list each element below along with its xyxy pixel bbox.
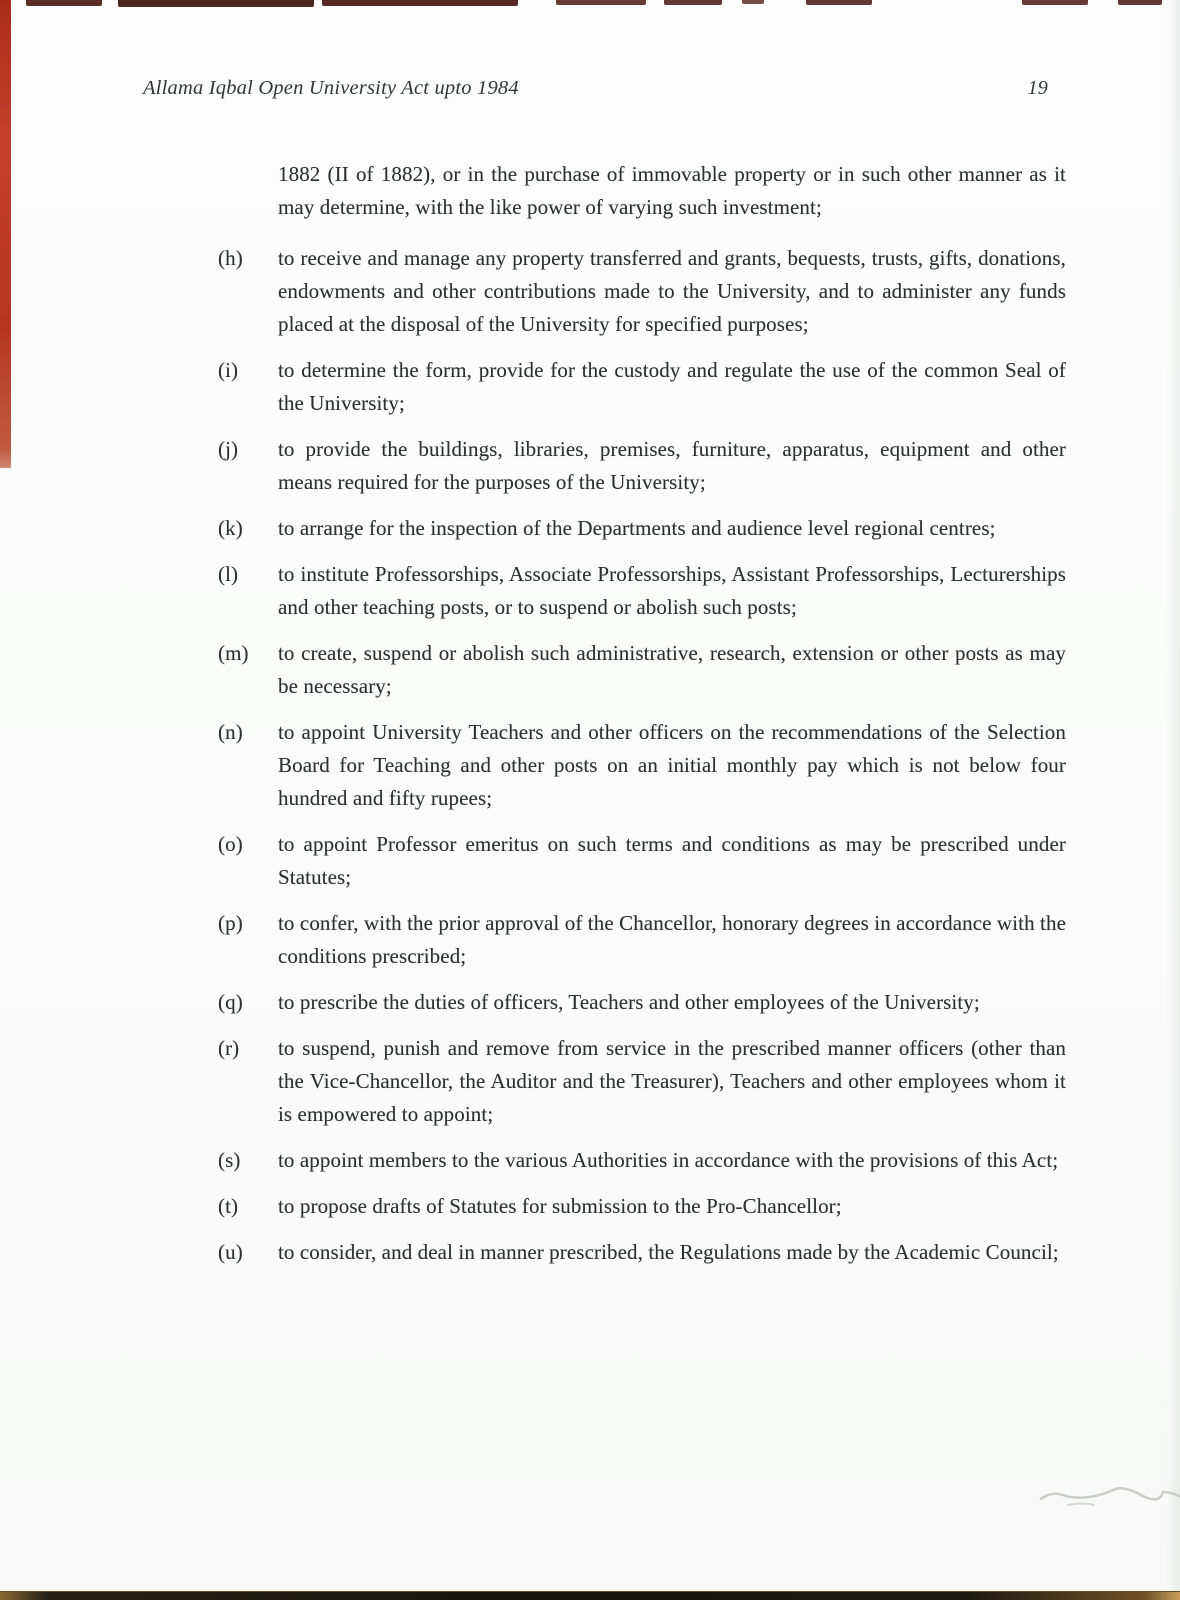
clause-text: to suspend, punish and remove from service in the prescribed manner officers (other than the Vice-Chancellor, the Auditor and the Treasurer), Teachers and other employees whom it is empowered to appoint; [278,1036,1066,1126]
clause-text: to consider, and deal in manner prescribed, the Regulations made by the Academic Council; [278,1240,1059,1264]
list-item [218,907,1066,973]
clause-text: to confer, with the prior approval of the Chancellor, honorary degrees in accordance with the conditions prescribed; [278,911,1066,968]
list-item [218,1144,1066,1177]
clause-label: (s) [218,1148,241,1172]
page-number: 19 [1027,77,1048,99]
document-title: Allama Iqbal Open University Act upto 1984 [143,77,519,99]
clause-label: (t) [218,1194,239,1218]
clause-text: to appoint Professor emeritus on such terms and conditions as may be prescribed under Statutes; [278,832,1066,889]
clause-label: (p) [218,911,243,935]
list-item [218,986,1066,1019]
scan-artifact-top-edge [0,0,1180,8]
clause-list [218,242,1066,1269]
scan-shading-right [1166,0,1180,1600]
clause-label: (j) [218,437,239,461]
clause-label: (u) [218,1240,243,1264]
clause-text: to receive and manage any property transferred and grants, bequests, trusts, gifts, donations, endowments and other contributions made to the University, and to administer any funds placed at the disposal of the University for specified purposes; [278,246,1066,336]
list-item [218,354,1066,420]
clause-text: to prescribe the duties of officers, Teachers and other employees of the University; [278,990,980,1014]
clause-label: (r) [218,1036,240,1060]
clause-text: to appoint University Teachers and other officers on the recommendations of the Selection Board for Teaching and other posts on an initial monthly pay which is not below four hundred and fifty rupees; [278,720,1066,810]
clause-label: (h) [218,246,243,270]
clause-text: to determine the form, provide for the custody and regulate the use of the common Seal of the University; [278,358,1066,415]
page-header [143,74,1048,102]
clause-label: (q) [218,990,243,1014]
list-item [218,1236,1066,1269]
document-body [218,158,1066,1282]
list-item [218,828,1066,894]
clause-text: to arrange for the inspection of the Departments and audience level regional centres; [278,516,996,540]
clause-text: to appoint members to the various Authorities in accordance with the provisions of this Act; [278,1148,1059,1172]
list-item [218,433,1066,499]
scan-artifact-left-edge [0,0,11,468]
list-item [218,512,1066,545]
scan-artifact-bottom-edge [0,1591,1180,1600]
list-item [218,637,1066,703]
clause-text: to institute Professorships, Associate Professorships, Assistant Professorships, Lecturerships and other teaching posts, or to suspend or abolish such posts; [278,562,1066,619]
clause-label: (m) [218,641,249,665]
list-item [218,1190,1066,1223]
continuation-paragraph: 1882 (II of 1882), or in the purchase of immovable property or in such other manner as it may determine, with the like power of varying such investment; [278,162,1066,219]
list-item [218,1032,1066,1131]
clause-text: to propose drafts of Statutes for submission to the Pro-Chancellor; [278,1194,842,1218]
clause-text: to provide the buildings, libraries, premises, furniture, apparatus, equipment and other means required for the purposes of the University; [278,437,1066,494]
clause-label: (o) [218,832,243,856]
pencil-squiggle-mark [1038,1484,1180,1510]
clause-label: (k) [218,516,243,540]
clause-label: (n) [218,720,243,744]
clause-label: (l) [218,562,239,586]
list-item [218,716,1066,815]
clause-text: to create, suspend or abolish such administrative, research, extension or other posts as may be necessary; [278,641,1066,698]
list-item [218,558,1066,624]
clause-label: (i) [218,358,239,382]
list-item [218,242,1066,341]
